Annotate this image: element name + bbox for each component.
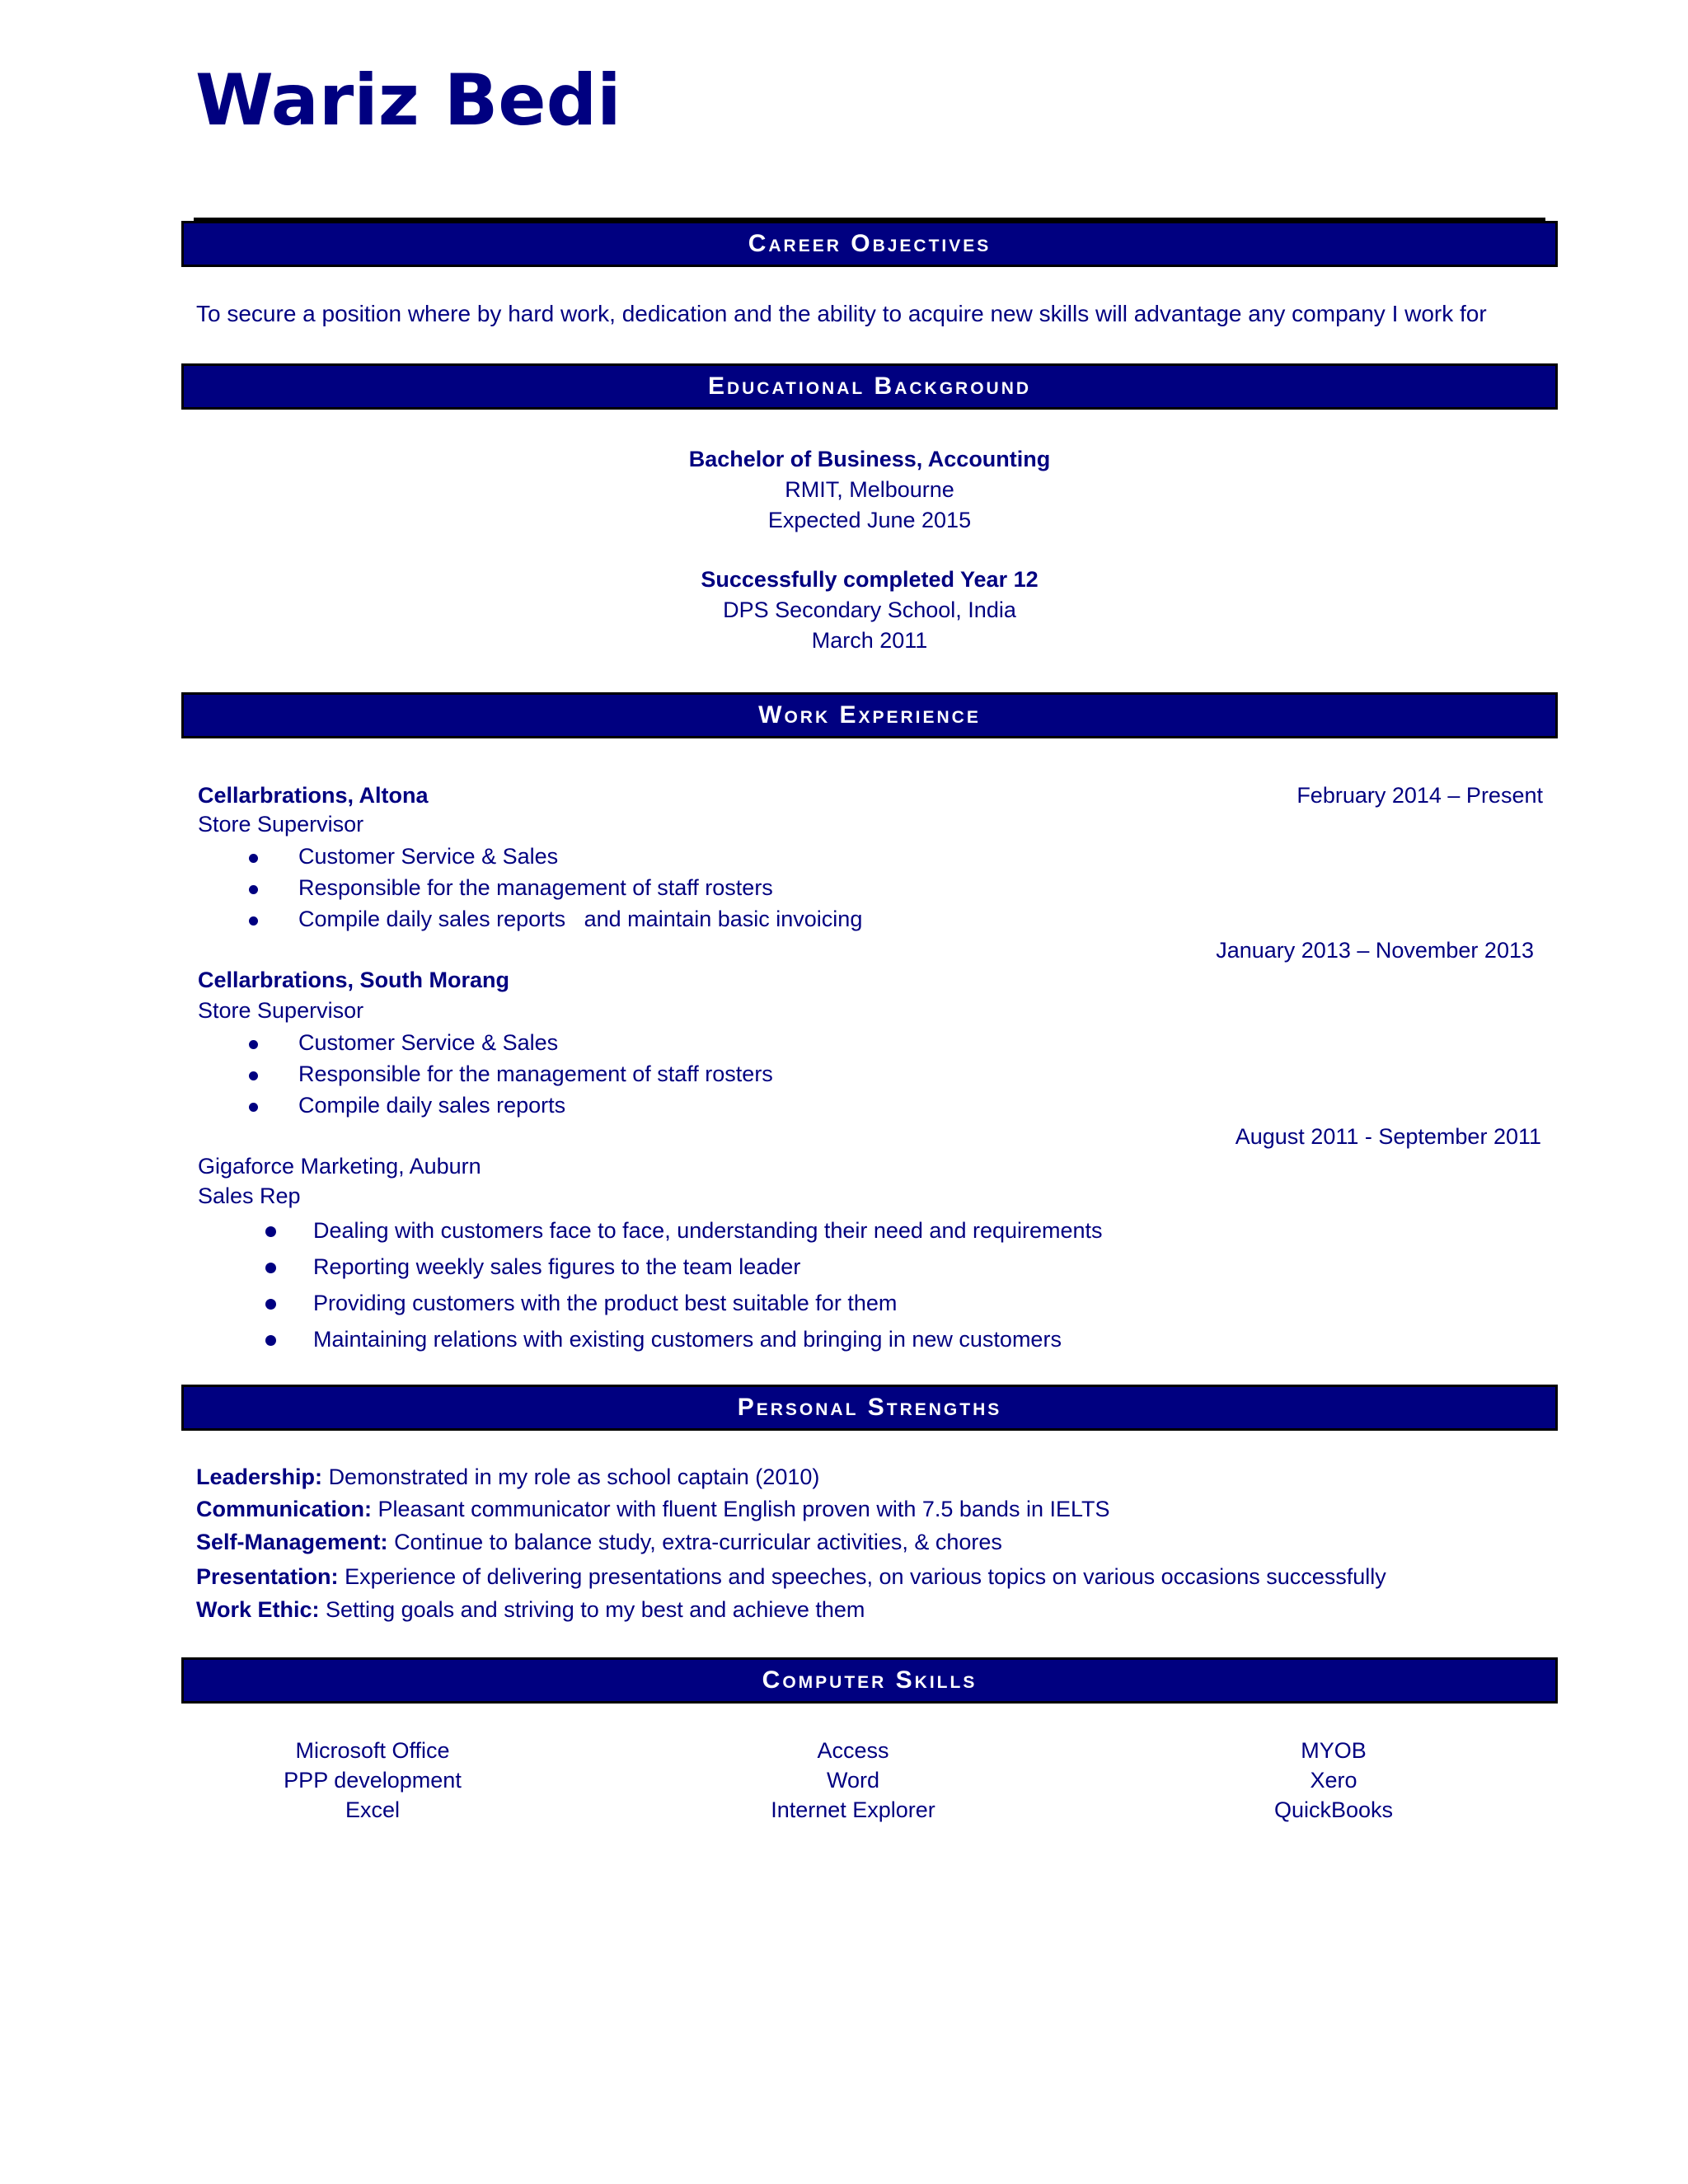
bullet-dot (265, 1299, 276, 1310)
degree-title: Bachelor of Business, Accounting (688, 447, 1051, 471)
skills-column (142, 1736, 603, 1825)
job-duty: Compile daily sales reports and maintain basic invoicing (298, 907, 863, 931)
employer-name: Cellarbrations, South Morang (198, 968, 510, 992)
job-duty: Maintaining relations with existing customers and bringing in new customers (313, 1327, 1062, 1352)
education-entry (0, 444, 1688, 536)
job-duty: Dealing with customers face to face, understanding their need and requirements (313, 1218, 1103, 1243)
institution: DPS Secondary School, India (723, 598, 1016, 622)
skill-item: PPP development (284, 1768, 462, 1793)
job-duty: Responsible for the management of staff rosters (298, 1062, 773, 1086)
skills-column (1103, 1736, 1564, 1825)
strength-text: Pleasant communicator with fluent English proven with 7.5 bands in IELTS (377, 1497, 1110, 1521)
skill-item: MYOB (1301, 1738, 1367, 1763)
bullet-dot (249, 916, 258, 926)
section-title: Career Objectives (748, 230, 992, 257)
skills-column (622, 1736, 1084, 1825)
section-header-computer (181, 1657, 1558, 1704)
strength-item (196, 1530, 1002, 1555)
job-dates: February 2014 – Present (1296, 783, 1543, 808)
employer-name: Cellarbrations, Altona (198, 783, 429, 808)
education-date: Expected June 2015 (767, 508, 972, 532)
strength-text: Experience of delivering presentations and speeches, on various topics on various occasions successfully (345, 1564, 1386, 1589)
section-title: Educational Background (707, 373, 1032, 400)
job-duty: Responsible for the management of staff rosters (298, 875, 773, 900)
institution: RMIT, Melbourne (785, 477, 954, 502)
strength-text: Continue to balance study, extra-curricular activities, & chores (394, 1530, 1002, 1554)
candidate-name: Wariz Bedi (195, 59, 621, 142)
job-role: Store Supervisor (198, 998, 364, 1023)
strength-label: Presentation: (196, 1564, 339, 1589)
education-entry (0, 565, 1688, 656)
job-dates: August 2011 - September 2011 (1235, 1124, 1541, 1149)
bullet-dot (265, 1226, 276, 1237)
job-duty: Reporting weekly sales figures to the team leader (313, 1254, 801, 1279)
job-duty: Customer Service & Sales (298, 844, 559, 869)
bullet-dot (249, 885, 258, 894)
bullet-dot (265, 1335, 276, 1346)
skill-item: Access (817, 1738, 889, 1763)
job-role: Store Supervisor (198, 812, 364, 837)
section-header-strengths (181, 1385, 1558, 1431)
skill-item: Xero (1310, 1768, 1357, 1793)
job-duty: Customer Service & Sales (298, 1030, 559, 1055)
bullet-dot (249, 1071, 258, 1080)
section-title: Work Experience (758, 701, 981, 729)
education-date: March 2011 (811, 628, 928, 653)
section-header-education (181, 363, 1558, 410)
section-title: Personal Strengths (737, 1394, 1002, 1421)
strength-label: Leadership: (196, 1465, 323, 1489)
employer-name: Gigaforce Marketing, Auburn (198, 1154, 481, 1179)
bullet-dot (249, 854, 258, 863)
strength-item (196, 1497, 1109, 1522)
job-dates: January 2013 – November 2013 (1216, 938, 1534, 963)
degree-title: Successfully completed Year 12 (701, 567, 1039, 592)
skill-item: Microsoft Office (295, 1738, 450, 1763)
strength-item (196, 1564, 1386, 1590)
section-title: Computer Skills (762, 1666, 978, 1694)
skill-item: Internet Explorer (771, 1797, 935, 1822)
skill-item: Excel (345, 1797, 401, 1822)
strength-label: Work Ethic: (196, 1597, 320, 1622)
strength-label: Self-Management: (196, 1530, 388, 1554)
bullet-dot (249, 1040, 258, 1049)
section-header-work (181, 692, 1558, 738)
strength-item (196, 1597, 865, 1623)
skill-item: Word (826, 1768, 880, 1793)
job-role: Sales Rep (198, 1183, 301, 1208)
strength-item (196, 1465, 819, 1490)
bullet-dot (265, 1263, 276, 1273)
bullet-dot (249, 1103, 258, 1112)
skill-item: QuickBooks (1273, 1797, 1394, 1822)
job-duty: Compile daily sales reports (298, 1093, 566, 1118)
objective-text: To secure a position where by hard work, dedication and the ability to acquire new skills will advantage any company I work for (196, 301, 1487, 326)
section-header-career (181, 221, 1558, 267)
strength-text: Demonstrated in my role as school captain (2010) (328, 1465, 820, 1489)
strength-text: Setting goals and striving to my best and achieve them (326, 1597, 865, 1622)
strength-label: Communication: (196, 1497, 372, 1521)
job-duty: Providing customers with the product best suitable for them (313, 1291, 898, 1315)
